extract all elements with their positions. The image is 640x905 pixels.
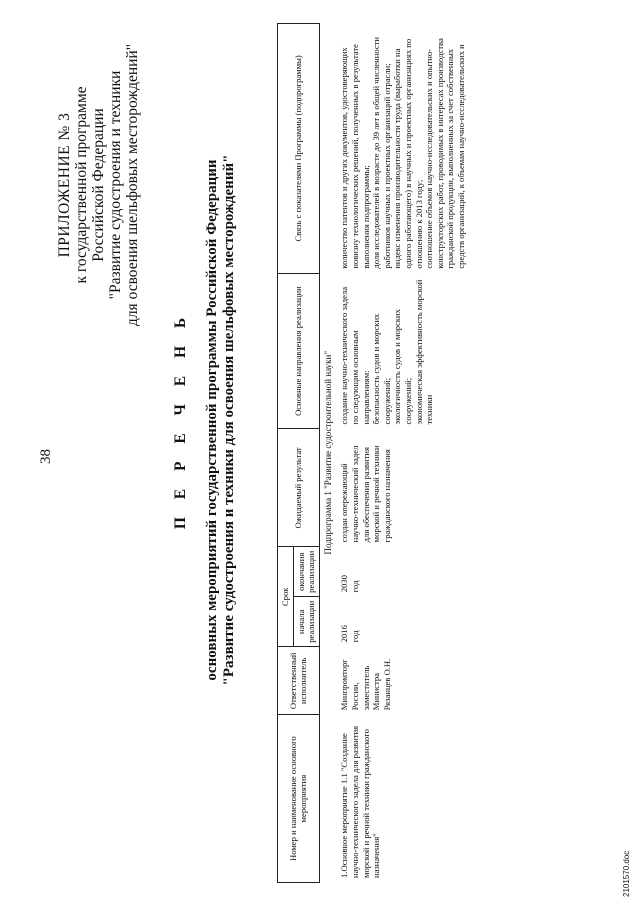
header-term: Срок <box>278 547 294 647</box>
header-result: Ожидаемый результат <box>278 429 320 547</box>
appendix-header <box>56 25 141 345</box>
responsible-cell: Минпромторг России, заместитель Министра Рязанцев О.Н. <box>339 658 392 711</box>
measure-name: Основное мероприятие 1.1 "Создание научно-технического задела для развития морской и речной техники гражданского назначения" <box>339 725 382 878</box>
page-number: 38 <box>38 449 54 464</box>
measures-table <box>277 23 470 883</box>
header-link: Связь с показателями Программы (подпрограммы) <box>278 24 320 274</box>
document-title <box>172 75 238 765</box>
appendix-line: для освоения шельфовых месторождений" <box>124 43 141 327</box>
end-cell: 2030 год <box>339 575 360 593</box>
measure-name-cell <box>336 715 469 883</box>
appendix-line: "Развитие судостроения и техники <box>107 70 124 300</box>
title-line: основных мероприятий государственной программы Российской Федерации <box>204 159 220 681</box>
appendix-line: Российской Федерации <box>90 108 107 262</box>
appendix-line: к государственной программе <box>73 86 90 284</box>
appendix-title: ПРИЛОЖЕНИЕ № 3 <box>56 112 73 258</box>
table-header-row <box>278 24 294 883</box>
table-row <box>336 24 469 883</box>
header-end: окончания реализации <box>293 547 319 597</box>
link-cell: количество патентов и других документов, удостоверяющих новизну технологических решений, полученных в результате выполнения подпрограммы; доля исследователей в возрасте до 39 лет в общей численности работников научных и проектных организаций отрасли; индекс изменения производительности труда (выработки на одного работающего) в научных и проектных организациях по отношению к 2013 году; соотношение объемов научно-исследовательских и опытно-конструкторских работ, проводимых в интересах производства гражданской продукции, выполненных за счет собственных средств организаций, к объемам научно-исследовательских и <box>339 37 466 269</box>
title-heading: П Е Р Е Ч Е Н Ь <box>172 310 189 530</box>
result-cell: создан опережающий научно-технический задел для обеспечения развития морской и речной техники гражданского назначения <box>339 445 392 543</box>
header-directions: Основные направления реализации <box>278 273 320 429</box>
subprogram-title: Подпрограмма 1 "Развитие судостроительной науки" <box>322 350 333 555</box>
subprogram-row <box>319 24 336 883</box>
measure-number: 1. <box>339 871 350 878</box>
start-cell: 2016 год <box>339 625 360 643</box>
directions-cell: создание научно-технического задела по следующим основным направлениям: безопасность судов и морских сооружений; экологичность судов и морских сооружений; экономическая эффективность морской техники <box>339 279 435 425</box>
header-number-name: Номер и наименование основного мероприятия <box>278 715 320 883</box>
header-start: начала реализации <box>293 597 319 647</box>
file-reference: 2101570.doc <box>622 850 631 897</box>
header-responsible: Ответственный исполнитель <box>278 647 320 715</box>
title-line: "Развитие судостроения и техники для освоения шельфовых месторождений" <box>221 154 237 686</box>
